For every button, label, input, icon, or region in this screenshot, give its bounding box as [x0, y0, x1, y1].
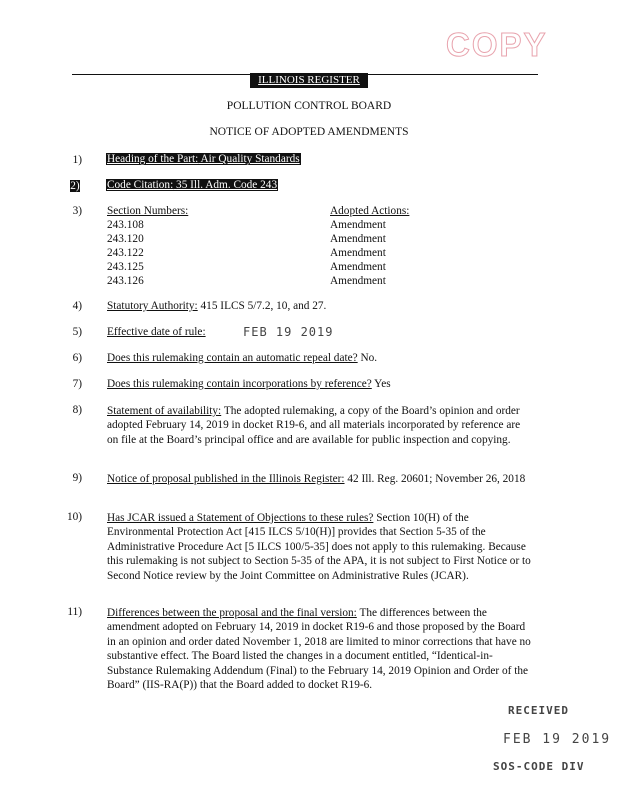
item-6-label: Does this rulemaking contain an automatic repeal date? — [107, 352, 358, 364]
item-7-line — [107, 378, 391, 390]
item-7-label: Does this rulemaking contain incorporations by reference? — [107, 378, 372, 390]
section-number: 243.120 — [107, 233, 144, 245]
section-number: 243.108 — [107, 219, 144, 231]
item-11-paragraph — [107, 606, 532, 692]
item-10-label: Has JCAR issued a Statement of Objections to these rules? — [107, 512, 374, 524]
item-8-text: The adopted rulemaking, a copy of the Board’s opinion and order adopted February 14, 2019 in docket R19-6, and all materials incorporated by reference are on file at the Board’s principal office and are available for public inspection and copying. — [107, 405, 521, 446]
item-11-text: The differences between the amendment adopted on February 14, 2019 in docket R19-6 and those proposed by the Board in an opinion and order dated November 1, 2018 are limited to minor corrections that have no substantive effect. The Board listed the changes in a document entitled, “Identical-in-Substance Rulemaking Addendum (Final) to the February 14, 2019 Opinion and Order of the Board” (IIS-RA(P)) that the Board added to docket R19-6. — [107, 607, 531, 692]
adopted-action: Amendment — [330, 219, 386, 231]
item-4-label: Statutory Authority: — [107, 300, 198, 312]
item-8-number: 8) — [72, 404, 82, 416]
item-2-value: 35 Ill. Adm. Code 243 — [176, 179, 278, 191]
item-4-value: 415 ILCS 5/7.2, 10, and 27. — [200, 300, 327, 312]
item-9-text: 42 Ill. Reg. 20601; November 26, 2018 — [347, 473, 526, 485]
item-2-label: Code Citation: — [107, 179, 174, 191]
section-number: 243.122 — [107, 247, 144, 259]
item-6-value: No. — [360, 352, 378, 364]
section-number: 243.125 — [107, 261, 144, 273]
item-2-line — [106, 179, 278, 191]
item-10-paragraph — [107, 511, 532, 583]
item-3-number: 3) — [72, 205, 82, 217]
adopted-action: Amendment — [330, 261, 386, 273]
item-10-text: Section 10(H) of the Environmental Protection Act [415 ILCS 5/10(H)] provides that Section 5-35 of the Administrative Procedure Act [5 ILCS 100/5-35] does not apply to this rulemaking. Because this rulemaking is not subject to Section 5-35 of the APA, it is not subject to First Notice or to Second Notice review by the Joint Committee on Administrative Rules (JCAR). — [107, 512, 531, 582]
item-1-number: 1) — [72, 154, 82, 166]
item-3-label: Section Numbers: — [107, 205, 189, 217]
copy-stamp: COPY — [446, 26, 548, 63]
item-9-number: 9) — [72, 472, 82, 484]
item-1-label: Heading of the Part: — [107, 153, 199, 165]
item-11-number: 11) — [67, 606, 82, 618]
item-1-value: Air Quality Standards — [200, 153, 300, 165]
adopted-action: Amendment — [330, 233, 386, 245]
adopted-action: Amendment — [330, 247, 386, 259]
item-9-label: Notice of proposal published in the Illinois Register: — [107, 473, 345, 485]
item-1-line — [106, 153, 301, 165]
received-stamp: RECEIVED — [508, 704, 569, 717]
section-number: 243.126 — [107, 275, 144, 287]
item-2-number: 2) — [70, 180, 80, 192]
item-3-actions-label: Adopted Actions: — [330, 205, 410, 217]
item-8-label: Statement of availability: — [107, 405, 222, 417]
received-date-stamp: FEB 19 2019 — [503, 732, 612, 747]
item-4-line — [107, 300, 326, 312]
sos-stamp: SOS-CODE DIV — [493, 760, 585, 773]
register-banner: ILLINOIS REGISTER — [250, 73, 368, 88]
item-7-number: 7) — [72, 378, 82, 390]
adopted-action: Amendment — [330, 275, 386, 287]
item-8-paragraph — [107, 404, 532, 447]
item-11-label: Differences between the proposal and the final version: — [107, 607, 357, 619]
item-5-number: 5) — [72, 326, 82, 338]
agency-title: POLLUTION CONTROL BOARD — [226, 100, 392, 112]
item-5-label: Effective date of rule: — [107, 326, 206, 338]
notice-title: NOTICE OF ADOPTED AMENDMENTS — [209, 126, 409, 138]
item-6-line — [107, 352, 377, 364]
effective-date-stamp: FEB 19 2019 — [243, 325, 334, 339]
item-4-number: 4) — [72, 300, 82, 312]
item-6-number: 6) — [72, 352, 82, 364]
item-9-paragraph — [107, 472, 532, 486]
item-10-number: 10) — [66, 511, 82, 523]
item-7-value: Yes — [374, 378, 391, 390]
